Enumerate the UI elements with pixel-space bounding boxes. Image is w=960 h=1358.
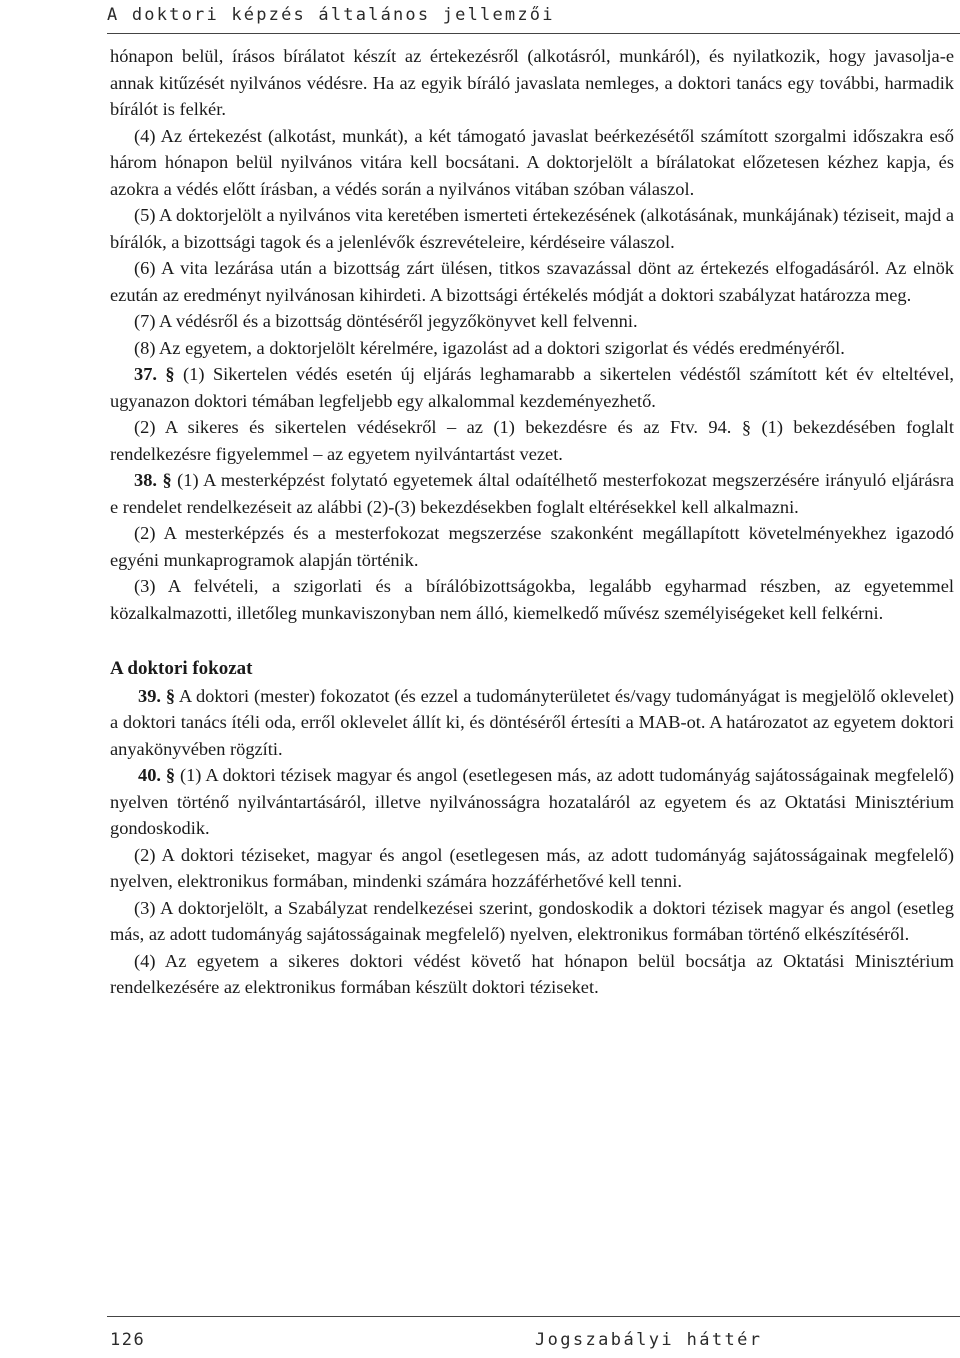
paragraph: (5) A doktorjelölt a nyilvános vita keretében ismerteti értekezésének (alkotásának, munkájának) téziseit, majd a bírálók, a bizottsági tagok és a jelenlévők észrevételeire, kérdéseire válaszol.: [110, 205, 954, 252]
paragraph-text: (1) Sikertelen védés esetén új eljárás leghamarabb a sikertelen védéstől számított két év elteltével, ugyanazon doktori témában legfeljebb egy alkalommal kezdeményezhető.: [110, 364, 954, 411]
footer-section-title: Jogszabályi háttér: [535, 1330, 763, 1350]
paragraph: (3) A felvételi, a szigorlati és a bírálóbizottságokba, legalább egyharmad részben, az egyetemmel közalkalmazotti, illetőleg munkaviszonyban nem álló, kiemelkedő művész személyiségeket kell felkérni.: [110, 576, 954, 623]
running-header: A doktori képzés általános jellemzői: [107, 5, 555, 25]
paragraph: [110, 683, 954, 763]
paragraph: (2) A sikeres és sikertelen védésekről – az (1) bekezdésre és az Ftv. 94. § (1) bekezdésében foglalt rendelkezésre figyelemmel – az egyetem nyilvántartást vezet.: [110, 417, 954, 464]
body-text: [110, 43, 954, 1001]
paragraph: (2) A doktori téziseket, magyar és angol (esetlegesen más, az adott tudományág sajátosságainak megfelelő) nyelven, elektronikus formában, mindenki számára hozzáférhetővé kell tenni.: [110, 844, 954, 891]
paragraph: (6) A vita lezárása után a bizottság zárt ülésen, titkos szavazással dönt az értekezés elfogadásáról. Az elnök ezután az eredményt nyilvánosan kihirdeti. A bizottsági értékelés módját a doktori szabályzat határozza meg.: [110, 258, 954, 305]
paragraph: (3) A doktorjelölt, a Szabályzat rendelkezései szerint, gondoskodik a doktori tézisek magyar és angol (esetleg más, az adott tudományág sajátosságainak megfelelő) nyelven, elektronikus formában történő elkészítéséről.: [110, 897, 954, 944]
paragraph: (4) Az egyetem a sikeres doktori védést követő hat hónapon belül bocsátja az Oktatási Minisztérium rendelkezésére az elektronikus formában készült doktori téziseket.: [110, 950, 954, 997]
section-number: 39. §: [138, 685, 176, 706]
footer-rule: [107, 1316, 960, 1317]
paragraph: [110, 762, 954, 842]
paragraph: (2) A mesterképzés és a mesterfokozat megszerzése szakonként megállapított követelményekhez igazodó egyéni munkaprogramok alapján történik.: [110, 523, 954, 570]
section-heading: A doktori fokozat: [110, 658, 253, 679]
section-number: 38. §: [134, 470, 172, 490]
paragraph: [110, 361, 954, 414]
header-rule: [107, 33, 960, 34]
paragraph: hónapon belül, írásos bírálatot készít az értekezésről (alkotásról, munkáról), és nyilatkozik, hogy javasolja-e annak kitűzését nyilvános védésre. Ha az egyik bíráló javaslata nemleges, a doktori tanács egy további, harmadik bírálót is felkér.: [110, 46, 954, 119]
paragraph: (7) A védésről és a bizottság döntéséről jegyzőkönyvet kell felvenni.: [134, 311, 638, 331]
paragraph-text: (1) A mesterképzést folytató egyetemek által odaítélhető mesterfokozat megszerzésére irányuló eljárásra e rendelet rendelkezéseit az alábbi (2)-(3) bekezdésekben foglalt eltérésekkel kell alkalmazni.: [110, 470, 955, 517]
section-number: 40. §: [138, 765, 176, 785]
paragraph: (4) Az értekezést (alkotást, munkát), a két támogató javaslat beérkezésétől számított szorgalmi időszakra eső három hónapon belül nyilvános vitára kell bocsátani. A doktorjelölt a bírálatokat előzetesen kézhez kapja, és azokra a védés előtt írásban, a védés során a nyilvános vitában szóban válaszol.: [110, 125, 954, 199]
page-number: 126: [110, 1330, 146, 1350]
paragraph: [110, 467, 954, 520]
section-number: 37. §: [134, 364, 175, 384]
paragraph-text: A doktori (mester) fokozatot (és ezzel a tudományterületet és/vagy tudományágat is megjelölő oklevelet) a doktori tanács ítéli oda, erről oklevelet állít ki, és döntéséről értesíti a MAB-ot. A határozatot az egyetem doktori anyakönyvében rögzíti.: [110, 685, 954, 759]
paragraph-text: (1) A doktori tézisek magyar és angol (esetlegesen más, az adott tudományág sajátosságainak megfelelő) nyelven történő nyilvántartásáról, illetve nyilvánosságra hozataláról az egyetem és az Oktatási Minisztérium gondoskodik.: [110, 765, 954, 838]
paragraph: (8) Az egyetem, a doktorjelölt kérelmére, igazolást ad a doktori szigorlat és védés eredményéről.: [134, 337, 845, 358]
